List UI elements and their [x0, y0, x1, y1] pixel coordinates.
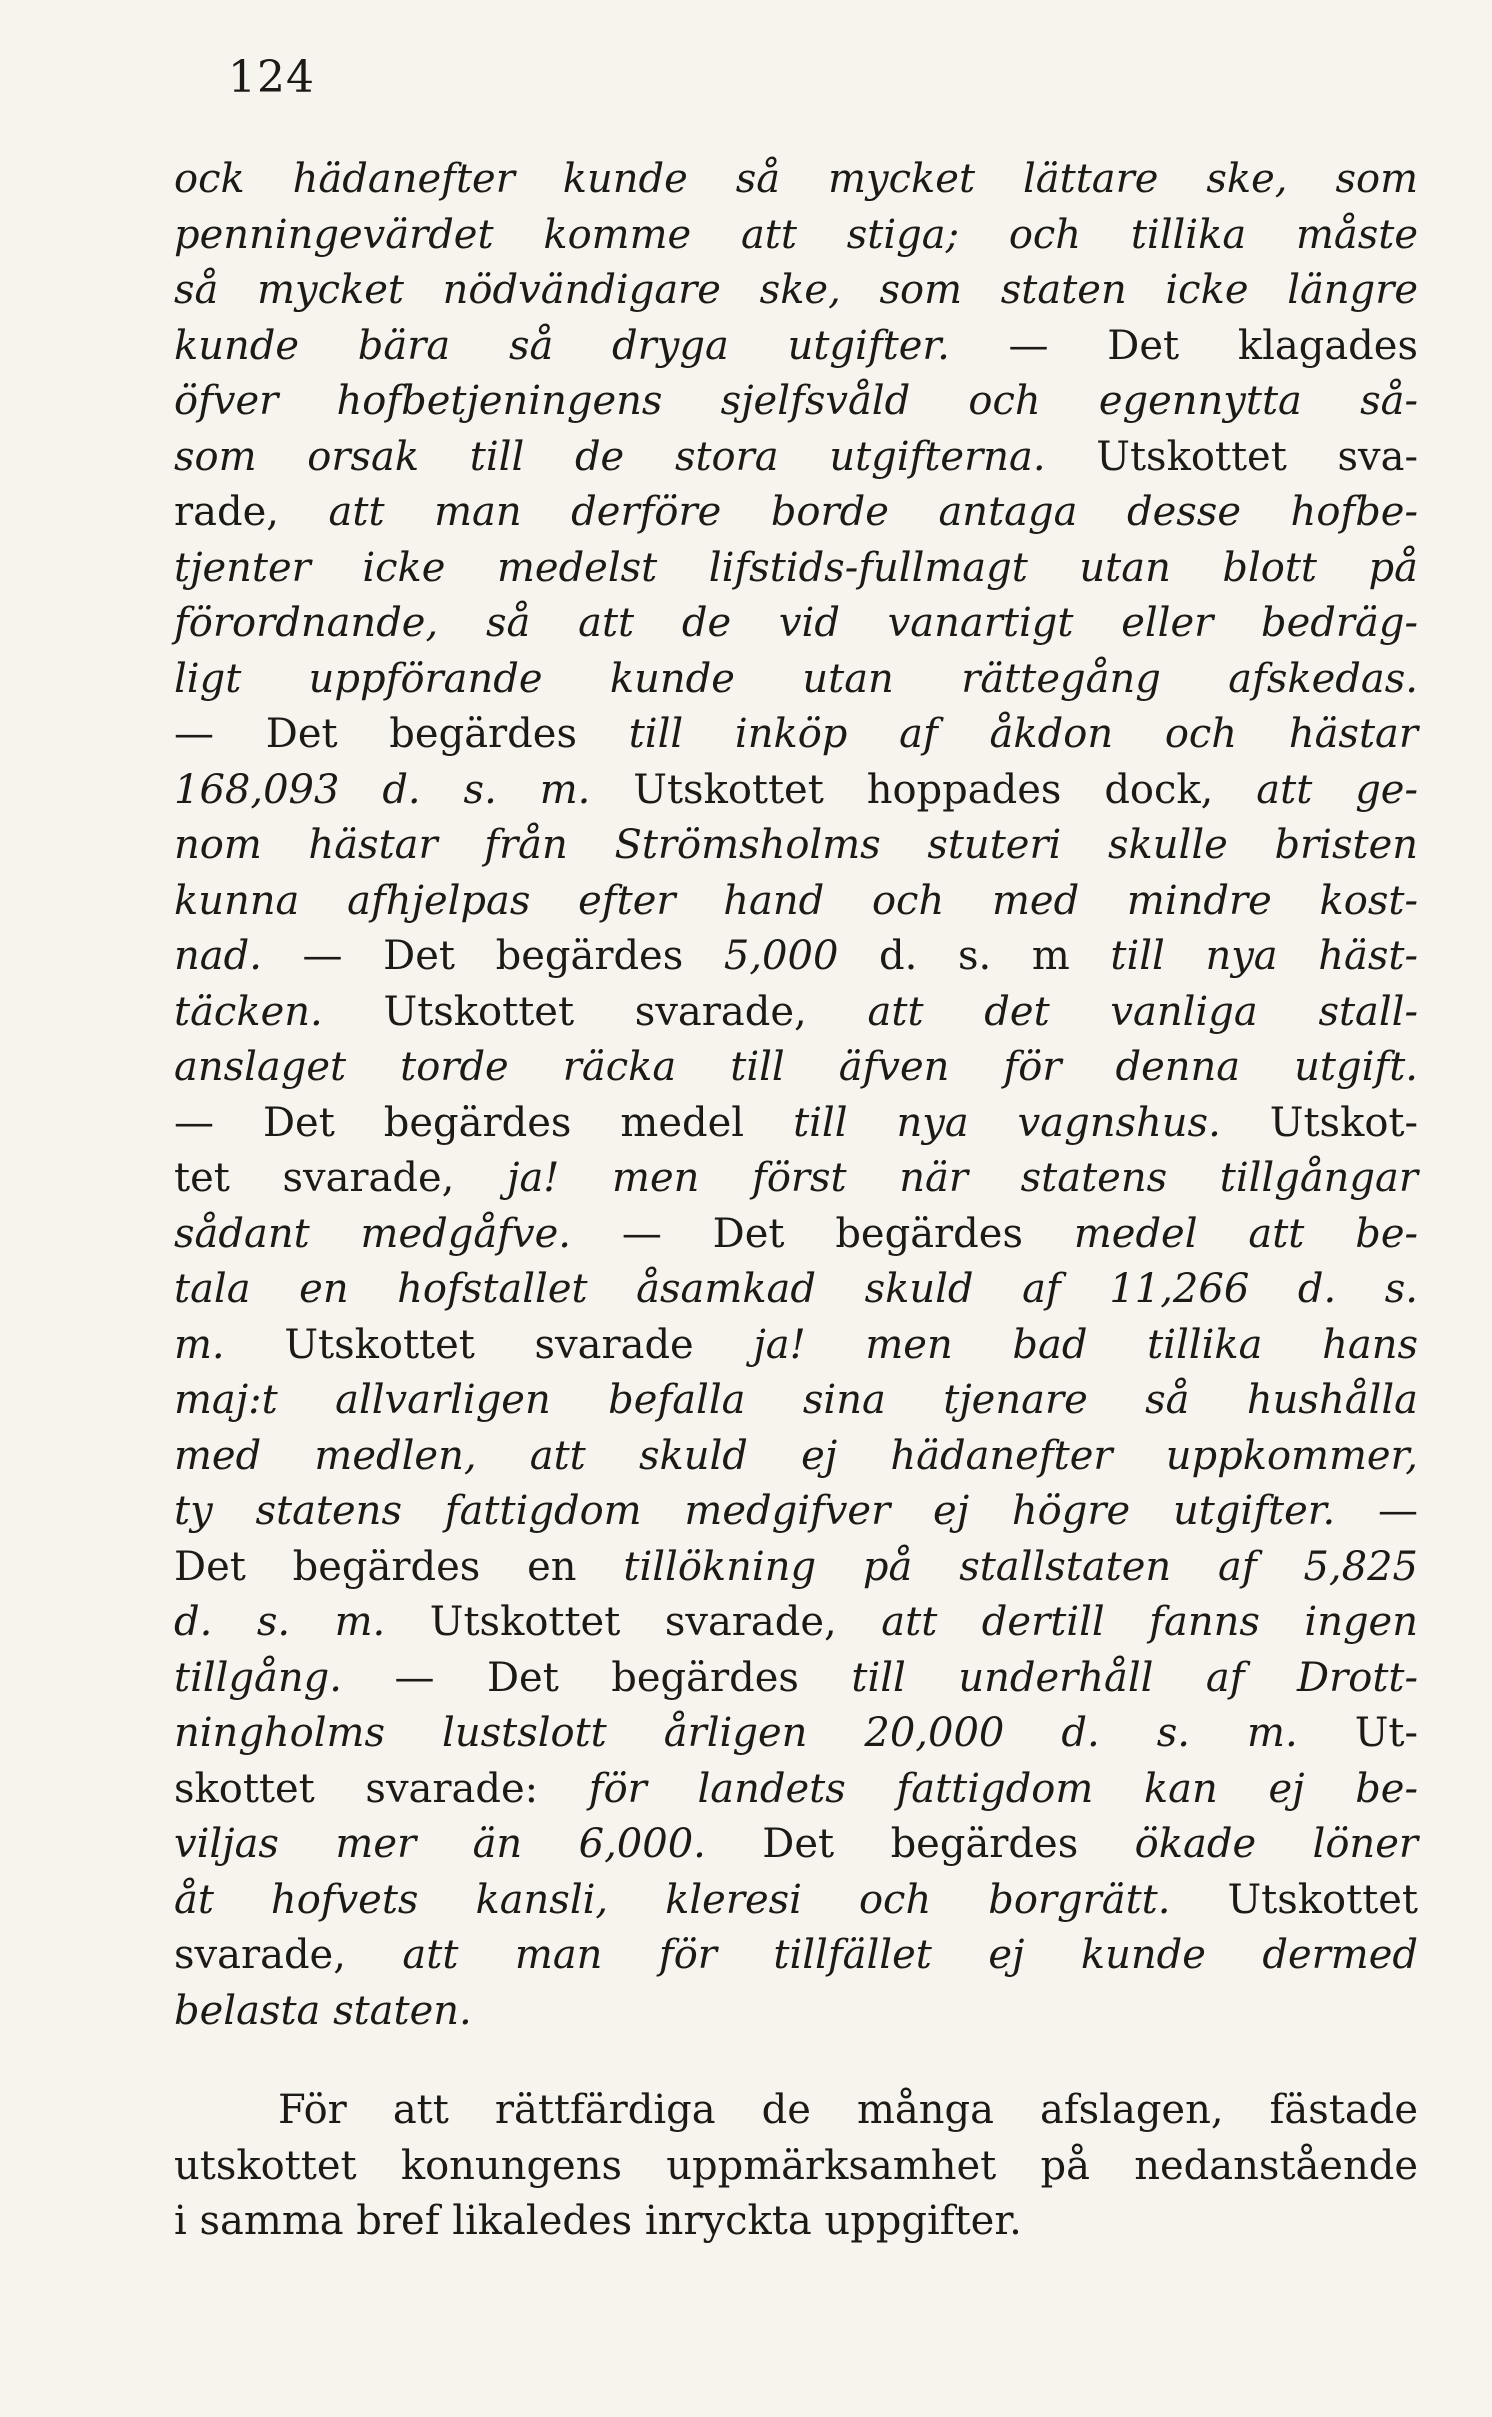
italic-segment: medel att be-: [1073, 1210, 1419, 1257]
italic-segment: ökade löner: [1134, 1821, 1418, 1867]
text-line: [174, 1040, 1418, 1096]
text-line: [174, 596, 1418, 652]
text-line: [174, 763, 1418, 819]
text-line: [174, 1762, 1418, 1818]
text-line: [174, 541, 1418, 597]
italic-segment: belasta staten.: [174, 1987, 472, 2034]
text-segment: rade,: [174, 489, 329, 535]
text-segment: — Det begärdes medel: [174, 1099, 794, 1146]
paragraph-gap: [174, 2039, 1418, 2083]
text-segment: För att rättfärdiga de många afslagen, fästade: [278, 2087, 1418, 2133]
paragraph-1: [174, 152, 1418, 2039]
text-line: [174, 208, 1418, 264]
italic-segment: tjenter icke medelst lifstids-fullmagt utan blott på: [174, 544, 1418, 591]
text-line: [174, 430, 1418, 486]
italic-segment: m.: [174, 1321, 225, 1368]
page-number: 124: [228, 52, 315, 103]
text-segment: Utskot-: [1220, 1099, 1418, 1146]
text-segment: Utskottet hoppades dock,: [590, 766, 1257, 813]
text-line: [174, 1873, 1418, 1929]
italic-segment: kunde bära så dryga utgifter.: [174, 322, 950, 369]
italic-segment: ningholms lustslott årligen 20,000 d. s. m.: [174, 1710, 1298, 1756]
text-segment: —: [1335, 1488, 1418, 1534]
text-segment: Utskottet: [1170, 1876, 1419, 1923]
text-line: [174, 1706, 1418, 1762]
italic-segment: viljas mer än 6,000.: [174, 1821, 706, 1867]
paragraph-2: [174, 2083, 1418, 2250]
italic-segment: med medlen, att skuld ej hädanefter uppkommer,: [174, 1432, 1418, 1479]
italic-segment: till underhåll af Drott-: [851, 1654, 1418, 1701]
text-segment: i samma bref likaledes inryckta uppgifter.: [174, 2198, 1022, 2244]
italic-segment: så mycket nödvändigare ske, som staten icke längre: [174, 267, 1418, 313]
text-line: [174, 2139, 1418, 2195]
italic-segment: anslaget torde räcka till äfven för denna utgift.: [174, 1044, 1418, 1090]
text-line: [174, 1096, 1418, 1152]
text-segment: Det begärdes en: [174, 1543, 624, 1590]
text-segment: Utskottet sva-: [1045, 433, 1418, 480]
italic-segment: att det vanliga stall-: [867, 988, 1418, 1035]
text-line: [174, 1262, 1418, 1318]
text-line: [174, 874, 1418, 930]
text-line: [174, 2194, 1418, 2250]
body-text: [174, 152, 1418, 2250]
italic-segment: nad.: [174, 933, 262, 979]
italic-segment: penningevärdet komme att stiga; och tillika måste: [174, 211, 1418, 258]
italic-segment: täcken.: [174, 988, 323, 1035]
text-line: [174, 1373, 1418, 1429]
italic-segment: att ge-: [1256, 766, 1418, 813]
text-segment: Utskottet svarade,: [385, 1599, 882, 1645]
italic-segment: tillökning på stallstaten af 5,825: [623, 1543, 1418, 1590]
italic-segment: som orsak till de stora utgifterna.: [174, 433, 1046, 480]
text-segment: — Det begärdes: [261, 933, 724, 979]
text-line: [174, 985, 1418, 1041]
text-segment: — Det begärdes: [342, 1654, 852, 1701]
italic-segment: 5,000: [723, 933, 839, 979]
italic-segment: öfver hofbetjeningens sjelfsvåld och egennytta så-: [174, 378, 1418, 424]
italic-segment: till nya häst-: [1110, 933, 1418, 979]
italic-segment: ja! men först när statens tillgångar: [507, 1155, 1419, 1201]
text-line: [174, 2083, 1418, 2139]
text-line: [174, 1540, 1418, 1596]
text-segment: — Det begärdes: [570, 1210, 1074, 1257]
text-segment: Det begärdes: [705, 1821, 1135, 1867]
italic-segment: tala en hofstallet åsamkad skuld af 11,266 d. s.: [174, 1266, 1418, 1312]
text-line: [174, 152, 1418, 208]
text-line: [174, 1151, 1418, 1207]
text-line: [174, 1484, 1418, 1540]
text-segment: svarade,: [174, 1932, 403, 1978]
text-segment: skottet svarade:: [174, 1765, 589, 1812]
italic-segment: ligt uppförande kunde utan rättegång afskedas.: [174, 655, 1418, 702]
italic-segment: ty statens fattigdom medgifver ej högre utgifter.: [174, 1488, 1336, 1534]
italic-segment: nom hästar från Strömsholms stuteri skulle bristen: [174, 822, 1418, 868]
text-line: [174, 1318, 1418, 1374]
text-line: [174, 1984, 1418, 2040]
italic-segment: åt hofvets kansli, kleresi och borgrätt.: [174, 1876, 1171, 1923]
text-segment: Utskottet svarade,: [322, 988, 868, 1035]
text-line: [174, 707, 1418, 763]
text-line: [174, 1207, 1418, 1263]
italic-segment: ock hädanefter kunde så mycket lättare ske, som: [174, 156, 1418, 202]
italic-segment: för landets fattigdom kan ej be-: [588, 1765, 1418, 1812]
text-line: [174, 652, 1418, 708]
italic-segment: till nya vagnshus.: [793, 1099, 1221, 1146]
text-line: [174, 1429, 1418, 1485]
text-line: [174, 485, 1418, 541]
italic-segment: kunna afhjelpas efter hand och med mindre kost-: [174, 877, 1418, 924]
text-line: [174, 1928, 1418, 1984]
text-segment: tet svarade,: [174, 1155, 508, 1201]
text-segment: Utskottet svarade: [224, 1321, 754, 1368]
italic-segment: d. s. m.: [174, 1599, 386, 1645]
italic-segment: att man derföre borde antaga desse hofbe-: [328, 489, 1418, 535]
text-line: [174, 1817, 1418, 1873]
text-line: [174, 818, 1418, 874]
text-segment: d. s. m: [838, 933, 1111, 979]
text-segment: — Det begärdes: [174, 711, 629, 757]
italic-segment: 168,093 d. s. m.: [174, 766, 591, 813]
text-line: [174, 1651, 1418, 1707]
italic-segment: till inköp af åkdon och hästar: [628, 711, 1418, 757]
italic-segment: att man för tillfället ej kunde dermed: [402, 1932, 1418, 1978]
text-line: [174, 319, 1418, 375]
text-line: [174, 374, 1418, 430]
text-line: [174, 929, 1418, 985]
italic-segment: tillgång.: [174, 1654, 342, 1701]
italic-segment: att dertill fanns ingen: [881, 1599, 1418, 1645]
italic-segment: ja! men bad tillika hans: [753, 1321, 1419, 1368]
text-segment: utskottet konungens uppmärksamhet på nedanstående: [174, 2142, 1418, 2189]
italic-segment: sådant medgåfve.: [174, 1210, 571, 1257]
italic-segment: maj:t allvarligen befalla sina tjenare så hushålla: [174, 1377, 1418, 1423]
text-segment: — Det klagades: [949, 322, 1418, 369]
text-line: [174, 1595, 1418, 1651]
text-line: [174, 263, 1418, 319]
text-segment: Ut-: [1297, 1710, 1419, 1756]
italic-segment: förordnande, så att de vid vanartigt eller bedräg-: [174, 600, 1418, 646]
